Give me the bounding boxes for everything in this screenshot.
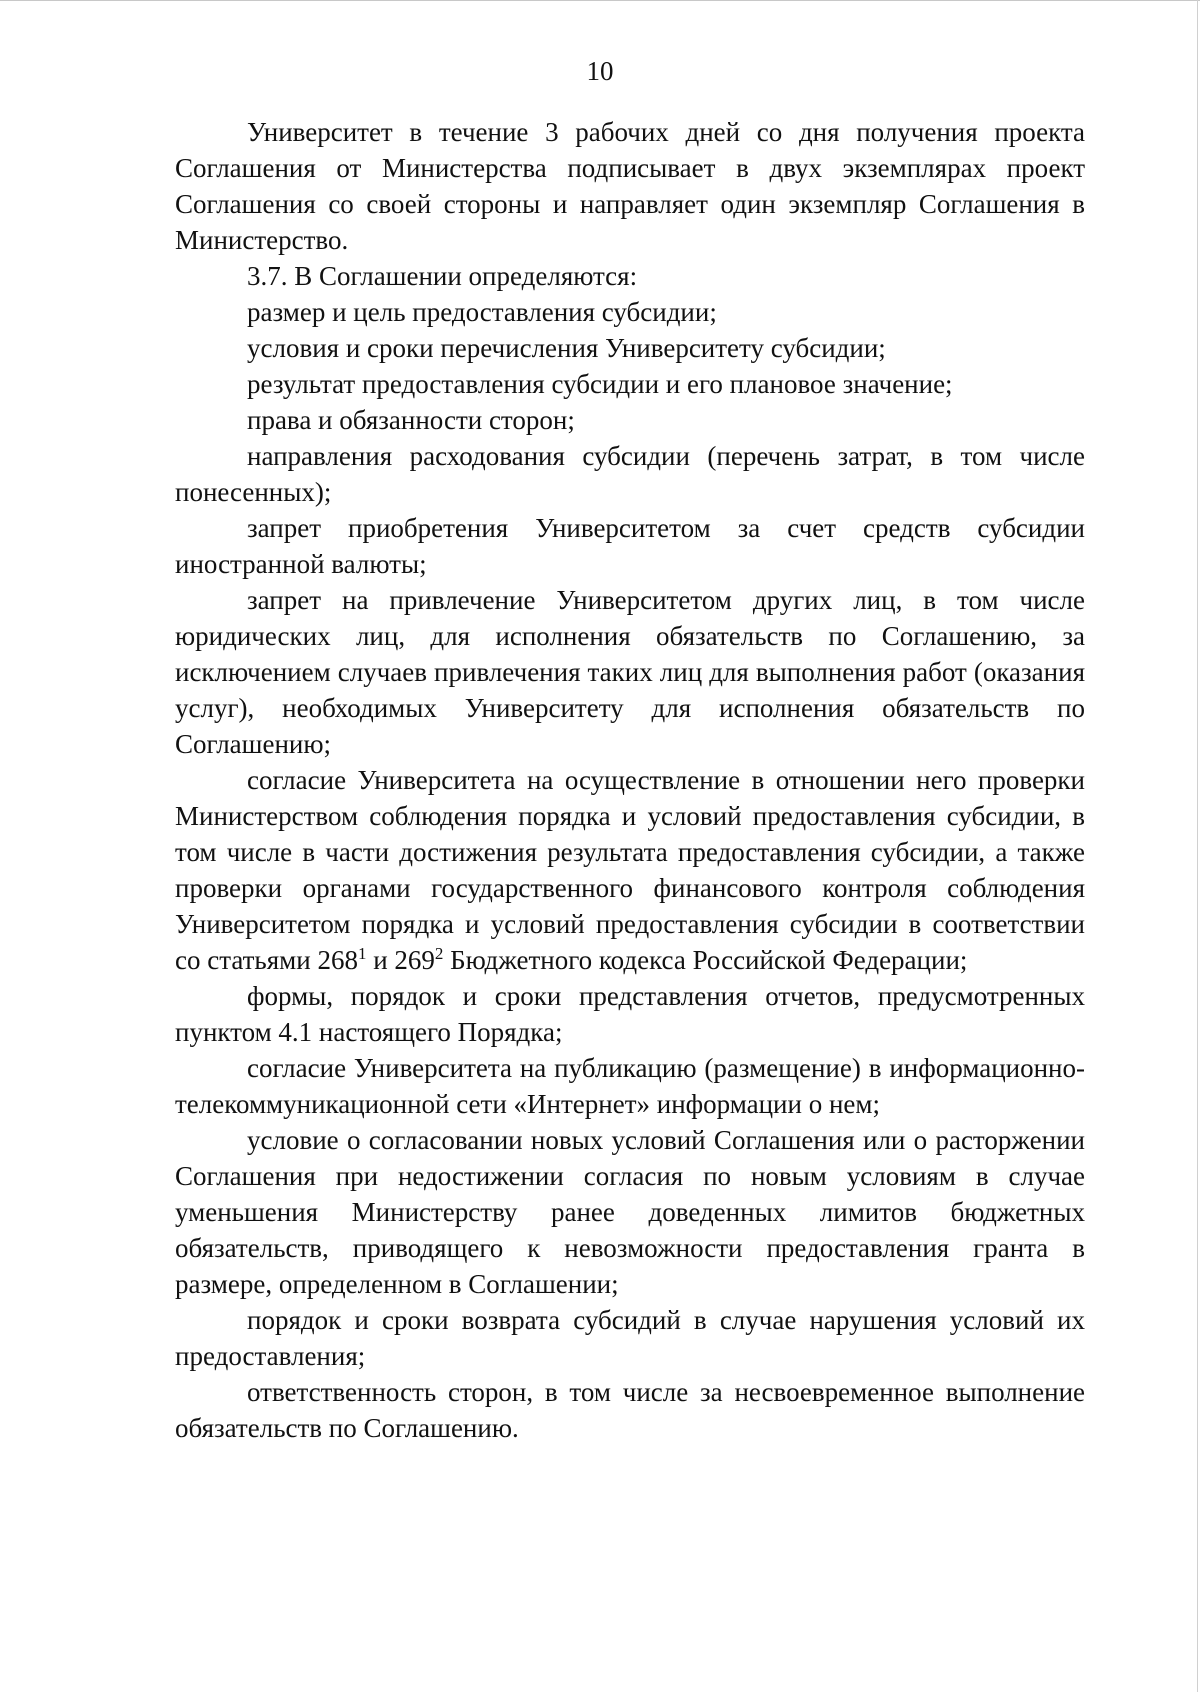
list-item-publication-consent: согласие Университета на публикацию (размещение) в информационно-телекоммуникационной сети «Интернет» информации о нем; [175, 1053, 1085, 1119]
list-item-report-forms: формы, порядок и сроки представления отчетов, предусмотренных пунктом 4.1 настоящего Порядка; [175, 981, 1085, 1047]
body-text [175, 114, 1085, 1446]
audit-consent-mid: и 269 [366, 945, 435, 975]
list-item-refund-order: порядок и сроки возврата субсидий в случае нарушения условий их предоставления; [175, 1305, 1085, 1371]
list-item-transfer-terms: условия и сроки перечисления Университету субсидии; [247, 333, 886, 363]
list-item-third-parties-ban: запрет на привлечение Университетом других лиц, в том числе юридических лиц, для исполнения обязательств по Соглашению, за исключением случаев привлечения таких лиц для выполнения работ (оказания услуг), необходимых Университету для исполнения обязательств по Соглашению; [175, 585, 1085, 759]
audit-consent-text: согласие Университета на осуществление в отношении него проверки Министерством соблюдения порядка и условий предоставления субсидии, в том числе в части достижения результата предоставления субсидии, а также проверки органами государственного финансового контроля соблюдения Университетом порядка и условий предоставления субсидии в соответствии со статьями 268 [175, 765, 1085, 975]
superscript-2: 2 [434, 944, 444, 963]
paragraph-signing: Университет в течение 3 рабочих дней со дня получения проекта Соглашения от Министерства подписывает в двух экземплярах проект Соглашения со своей стороны и направляет один экземпляр Соглашения в Министерство. [175, 117, 1085, 255]
superscript-1: 1 [357, 944, 367, 963]
list-item-currency-ban: запрет приобретения Университетом за счет средств субсидии иностранной валюты; [175, 513, 1085, 579]
scan-edge-top [0, 0, 1200, 1]
scan-edge-right [1197, 0, 1198, 1692]
list-item-rights-duties: права и обязанности сторон; [247, 405, 575, 435]
list-item-new-conditions: условие о согласовании новых условий Соглашения или о расторжении Соглашения при недостижении согласия по новым условиям в случае уменьшения Министерству ранее доведенных лимитов бюджетных обязательств, приводящего к невозможности предоставления гранта в размере, определенном в Соглашении; [175, 1125, 1085, 1299]
page-number: 10 [586, 56, 614, 86]
list-item-audit-consent [175, 762, 1085, 978]
paragraph-section-3-7: 3.7. В Соглашении определяются: [247, 261, 638, 291]
audit-consent-tail: Бюджетного кодекса Российской Федерации; [443, 945, 968, 975]
list-item-spending-directions: направления расходования субсидии (перечень затрат, в том числе понесенных); [175, 441, 1085, 507]
list-item-result: результат предоставления субсидии и его плановое значение; [247, 369, 953, 399]
list-item-responsibility: ответственность сторон, в том числе за несвоевременное выполнение обязательств по Соглашению. [175, 1377, 1085, 1443]
list-item-size-purpose: размер и цель предоставления субсидии; [247, 297, 717, 327]
